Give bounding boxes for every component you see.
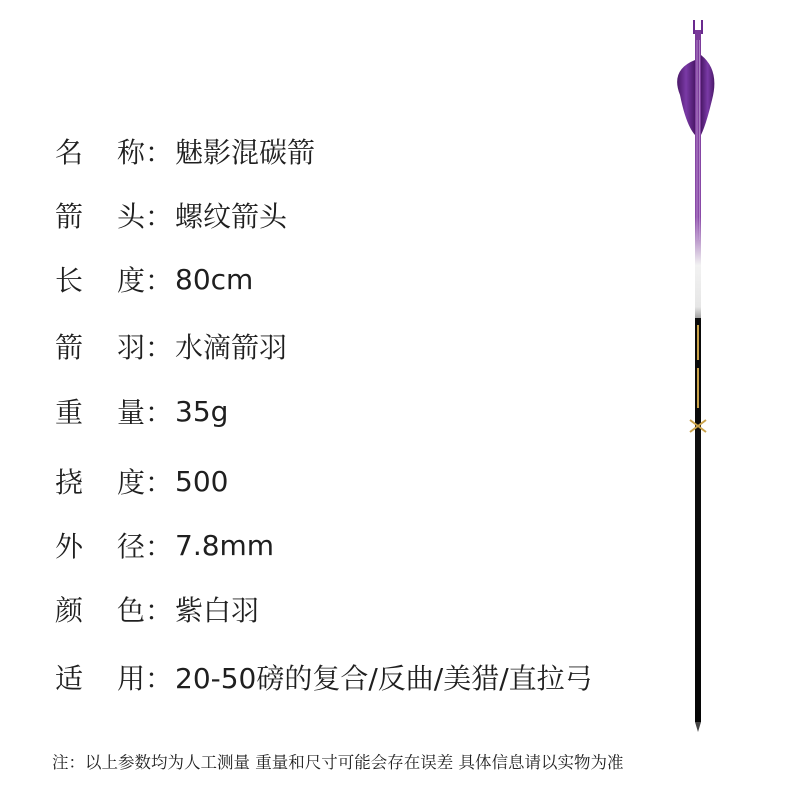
spec-label: 箭 羽： xyxy=(55,331,174,364)
spec-value: 紫白羽 xyxy=(175,594,260,627)
disclaimer-footnote: 注：以上参数均为人工测量 重量和尺寸可能会存在误差 具体信息请以实物为准 xyxy=(52,753,624,772)
spec-row-length xyxy=(55,259,253,299)
spec-value: 7.8mm xyxy=(175,528,275,562)
spec-value: 水滴箭羽 xyxy=(175,331,288,364)
fletching-vane-right xyxy=(701,55,714,135)
spec-value: 500 xyxy=(175,464,229,498)
arrowhead xyxy=(695,722,701,732)
spec-label: 挠 度： xyxy=(55,466,174,499)
spec-row-fletching xyxy=(55,326,287,366)
spec-value: 螺纹箭头 xyxy=(175,200,288,233)
spec-label: 长 度： xyxy=(55,264,174,297)
spec-label: 名 称： xyxy=(55,136,174,169)
arrow-illustration xyxy=(660,0,740,740)
spec-label: 箭 头： xyxy=(55,200,174,233)
spec-row-weight xyxy=(55,391,228,431)
spec-value: 80cm xyxy=(175,262,254,296)
spec-row-name xyxy=(55,131,315,171)
spec-value: 35g xyxy=(175,394,229,428)
spec-label: 重 量： xyxy=(55,396,174,429)
spec-label: 外 径： xyxy=(55,530,174,563)
spec-row-color xyxy=(55,589,259,629)
spec-row-arrowhead xyxy=(55,195,287,235)
spec-label: 适 用： xyxy=(55,662,174,695)
spec-value: 20-50磅的复合/反曲/美猎/直拉弓 xyxy=(175,662,593,695)
arrow-product-image xyxy=(660,0,740,740)
spec-row-spine xyxy=(55,461,228,501)
fletching-vane-left xyxy=(677,60,695,135)
spec-row-diameter xyxy=(55,525,274,565)
spec-value: 魅影混碳箭 xyxy=(175,136,316,169)
spec-row-usage xyxy=(55,657,593,697)
spec-label: 颜 色： xyxy=(55,594,174,627)
